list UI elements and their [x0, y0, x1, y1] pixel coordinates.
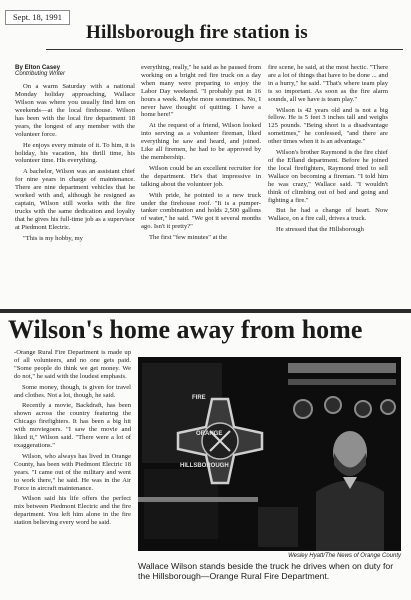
paragraph: Some money, though, is given for travel and clothes. Not a lot, though, he said.	[14, 383, 131, 399]
headline-rule	[46, 49, 403, 50]
paragraph: Recently a movie, Backdraft, has been shown across the country featuring the Chicago firefighters. It has been a big hit with moviegoers. "I saw the movie and liked it," Wilson said. "There were a lot of exaggerations."	[14, 402, 131, 449]
emblem-text-bottom: HILLSBOROUGH	[180, 463, 229, 469]
paragraph: At the request of a friend, Wilson looked into serving as a volunteer fireman, liked everything he saw and heard, and joined. Like all firemen, he had to be approved by the membership.	[141, 122, 261, 161]
paragraph: everything, really," he said as he paused from working on a bright red fire truck on a day when many were preparing to enjoy the Labor Day weekend. "I probably put in 16 hours a week. Maybe more sometimes. No, I never have thought of quitting. I have a home here!"	[141, 64, 261, 119]
article-column-4	[14, 349, 131, 530]
paragraph: The first "few minutes" at the	[149, 234, 228, 242]
headline-top: Hillsborough fire station is	[86, 22, 308, 43]
photo-illustration	[138, 357, 401, 551]
article-column-1	[15, 64, 135, 246]
byline: By Elton Casey	[15, 64, 61, 71]
paragraph: fire scene, he said, at the most hectic. "There are a lot of things that have to be done ... and in a hurry," he said. "That's where team play is so important. As soon as the fire alarm sounds, all we have is team play."	[268, 64, 388, 103]
paragraph: But he had a change of heart. Now Wallace, on a fire call, drives a truck.	[268, 207, 388, 223]
byline-role: Contributing Writer	[15, 71, 66, 78]
paragraph: A bachelor, Wilson was an assistant chief for nine years in charge of maintenance. There are nine department vehicles that he worked with and, although he resigned as captain, Wilson still works with the fire trucks with the same dedication and loyalty that he gives his full-time job as a supervisor at Piedmont Electric.	[15, 168, 135, 231]
paragraph: Wilson is 42 years old and is not a big fellow. He is 5 feet 3 inches tall and weighs 125 pounds. "Being short is a disadvantage sometimes," he confessed, "and there are other times when it is an advantage."	[268, 106, 388, 146]
paragraph: -Orange Rural Fire Department is made up of all volunteers, and no one gets paid. "Some people do think we get money. We do not," he said with the loudest emphasis.	[14, 349, 131, 380]
paragraph: "This is my hobby, my	[23, 234, 83, 242]
photo-caption: Wallace Wilson stands beside the truck he drives when on duty for the Hillsborough—Orange Rural Fire Department.	[138, 561, 394, 581]
paragraph: With pride, he pointed to a new truck under the firehouse roof. "It is a pumper-tanker combination and holds 2,500 gallons of water," he said. "We got it several months ago. Isn't it pretty?"	[141, 191, 261, 231]
paragraph: On a warm Saturday with a national Monday holiday approaching, Wallace Wilson was where you usually find him on weekends—at the local firehouse. Wilson has been with the local fire department 18 years, the longest of any member with the volunteer force.	[15, 83, 135, 138]
paragraph: Wilson said his life offers the perfect mix between Piedmont Electric and the fire department. You left him alone in the fire station believing every word he said.	[14, 495, 131, 527]
article-column-3	[268, 64, 388, 237]
paragraph: He stressed that the Hillsborough	[276, 226, 364, 234]
emblem-text-top: FIRE	[192, 395, 206, 401]
paragraph: Wilson's brother Raymond is the fire chief of the Efland department. Before he joined the local firefighters, Raymond tried to sell Wallace on becoming a fireman. "I told him he was crazy," Wallace said. "I wouldn't think of climbing out of bed and going and fighting a fire."	[268, 149, 388, 204]
firefighter-photo	[138, 357, 401, 551]
article-column-2	[141, 64, 261, 245]
paragraph: He enjoys every minute of it. To him, it is holiday, his vacation, his thrill time, his volunteer time. His everything.	[15, 141, 135, 165]
date-label: Sept. 18, 1991	[5, 10, 70, 25]
photo-credit: Wesley Hyatt/The News of Orange County	[288, 553, 401, 559]
paragraph: Wilson could be an excellent recruiter for the department. He's that impressive in talking about the volunteer job.	[141, 164, 261, 188]
headline-main: Wilson's home away from home	[8, 315, 363, 344]
emblem-text-mid: ORANGE	[196, 431, 223, 437]
paragraph: Wilson, who always has lived in Orange County, has been with Piedmont Electric 18 years. "I came out of the military and went to work there," he said. He was in the Air Force in aircraft maintenance.	[14, 452, 131, 492]
